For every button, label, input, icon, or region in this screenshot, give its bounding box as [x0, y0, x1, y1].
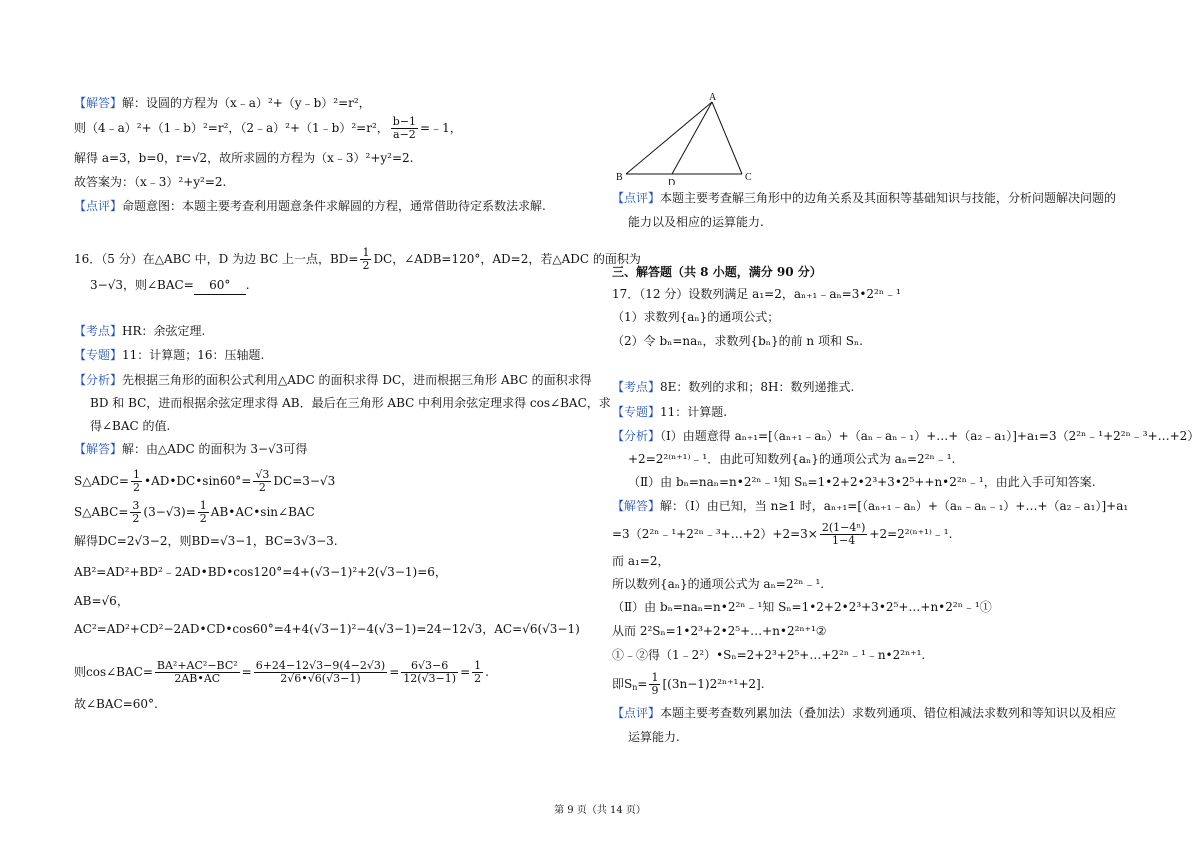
q16-ab: AB=√6，: [74, 594, 129, 608]
q17-zhuanti: 【专题】11：计算题.: [612, 405, 728, 419]
q16-jieda: 【解答】解：由△ADC 的面积为 3−√3可得: [74, 442, 308, 456]
label-b: B: [616, 172, 623, 183]
dianping-tag: 【点评】: [612, 706, 661, 720]
fenxi-tag: 【分析】: [74, 373, 123, 387]
fraction: $\frac{1}{2}$: [474, 659, 482, 685]
page-footer: 第 9 页（共 14 页）: [554, 805, 646, 816]
q16-fenxi: 【分析】先根据三角形的面积公式利用△ADC 的面积求得 DC，进而根据三角形 ABC 的面积求得: [74, 373, 592, 387]
fraction: $\frac{6√3-6}{12(√3-1)}$: [403, 659, 457, 685]
q16-area-abc: S△ABC= $\frac{3}{2}$ (3−√3)= $\frac{1}{2}$ AB•AC•sin∠BAC: [74, 499, 315, 525]
q17-fenxi: 【分析】（Ⅰ）由题意得 aₙ₊₁=[（aₙ₊₁﹣aₙ）+（aₙ﹣aₙ﹣₁）+…+（a₂﹣a₁）]+a₁=3（2²ⁿ﹣¹+2²ⁿ﹣³+…+2）: [612, 429, 1200, 443]
q16-kaodian: 【考点】HR：余弦定理.: [74, 324, 206, 338]
q16-ab-squared: AB²=AD²+BD²﹣2AD•BD•cos120°=4+(√3−1)²+2(√3−1)=6，: [74, 565, 447, 579]
fraction: $\frac{\text{2(1−4ⁿ)}}{1-4}$: [821, 521, 866, 547]
q17-jieda-line8: 即$S_n=$ $\frac{1}{9}$ [(3n−1)2²ⁿ⁺¹+2].: [612, 671, 765, 697]
q15-comment: 【点评】命题意图：本题主要考查利用题意条件求解圆的方程，通常借助待定系数法求解.: [74, 199, 546, 213]
q17-jieda-line2: =3（2²ⁿ﹣¹+2²ⁿ﹣³+…+2）+2=3× $\frac{\text{2(1−4ⁿ)}}{1-4}$ +2=2²⁽ⁿ⁺¹⁾﹣¹.: [612, 521, 953, 547]
q16-stem: 16．（5 分）在△ABC 中，D 为边 BC 上一点，BD= $\frac{1}{2}$ DC，∠ADB=120°，AD=2，若△ADC 的面积为: [74, 246, 641, 272]
side-ac: [712, 102, 742, 174]
q17-jieda: 【解答】解：（Ⅰ）由已知，当 n≥1 时，aₙ₊₁=[（aₙ₊₁﹣aₙ）+（aₙ﹣aₙ﹣₁）+…+（a₂﹣a₁）]+a₁: [612, 499, 1129, 513]
q16-dianping-line2: 能力以及相应的运算能力.: [628, 215, 764, 229]
label-d: D: [668, 178, 676, 185]
q15-answer-line3: 解得 a=3，b=0，r=√2，故所求圆的方程为（x﹣3）²+y²=2.: [74, 151, 414, 165]
fraction: $\frac{\text{BA²+AC²−BC²}}{2AB•AC}$: [156, 659, 238, 685]
q16-fenxi-line2: BD 和 BC，进而根据余弦定理求得 AB．最后在三角形 ABC 中利用余弦定理求得 cos∠BAC，求: [90, 396, 611, 410]
jieda-tag: 【解答】: [612, 499, 661, 513]
section-heading: 三、解答题（共 8 小题，满分 90 分）: [612, 265, 822, 279]
q16-zhuanti: 【专题】11：计算题；16：压轴题.: [74, 348, 265, 362]
q16-area-adc: S△ADC= $\frac{1}{2}$ •AD•DC•sin60°= $\frac{√3}{2}$ DC=3−√3: [74, 468, 336, 494]
kaodian-tag: 【考点】: [74, 324, 123, 338]
label-a: A: [709, 92, 717, 103]
fraction: $\frac{1}{2}$: [199, 499, 207, 525]
side-ab: [626, 102, 712, 174]
triangle-figure: [616, 90, 766, 185]
fraction: $\frac{6+24-12√3-9(4-2√3)}{2√6•√6(√3-1)}$: [255, 659, 386, 685]
q17-jieda-line6: 从而 2²Sₙ=1•2³+2•2⁵+…+n•2²ⁿ⁺¹②: [612, 624, 827, 638]
q16-conclusion: 故∠BAC=60°.: [74, 697, 158, 711]
q17-fenxi-line3: （Ⅱ）由 bₙ=naₙ=n•2²ⁿ﹣¹知 Sₙ=1•2+2•2³+3•2⁵++n•2²ⁿ﹣¹，由此入手可知答案.: [628, 475, 1096, 489]
q15-answer-line2: 则（4﹣a）²+（1﹣b）²=r²，（2﹣a）²+（1﹣b）²=r²， $\frac{b-1}{a-2}$ =﹣1，: [74, 115, 462, 141]
fenxi-tag: 【分析】: [612, 429, 661, 443]
fraction: $\frac{3}{2}$: [132, 499, 140, 525]
q17-stem: 17．（12 分）设数列满足 a₁=2，aₙ₊₁﹣aₙ=3•2²ⁿ﹣¹: [612, 287, 901, 301]
jieda-tag: 【解答】: [74, 442, 123, 456]
zhuanti-tag: 【专题】: [74, 348, 123, 362]
q17-jieda-line7: ①﹣②得（1﹣2²）•Sₙ=2+2³+2⁵+…+2²ⁿ﹣¹﹣n•2²ⁿ⁺¹.: [612, 648, 926, 662]
dianping-tag: 【点评】: [612, 191, 661, 205]
fraction: $\frac{1}{9}$: [651, 671, 659, 697]
comment-tag: 【点评】: [74, 199, 123, 213]
label-c: C: [745, 172, 752, 183]
zhuanti-tag: 【专题】: [612, 405, 661, 419]
q16-cos-bac: 则cos∠BAC= $\frac{\text{BA²+AC²−BC²}}{2AB•AC}$ = $\frac{6+24-12√3-9(4-2√3)}{2√6•√6(√3-1)}$ = $\frac{6√3-6}{12(√3-1)}$ = $\frac{1}{2}$ .: [74, 659, 489, 685]
q17-jieda-line4: 所以数列{aₙ}的通项公式为 aₙ=2²ⁿ﹣¹.: [612, 577, 825, 591]
kaodian-tag: 【考点】: [612, 380, 661, 394]
q17-jieda-line3: 而 a₁=2，: [612, 554, 670, 568]
fraction: $\frac{√3}{2}$: [255, 468, 270, 494]
q17-jieda-line5: （Ⅱ）由 bₙ=naₙ=n•2²ⁿ﹣¹知 Sₙ=1•2+2•2³+3•2⁵+…+n•2²ⁿ﹣¹①: [612, 600, 992, 614]
q17-fenxi-line2: +2=2²⁽ⁿ⁺¹⁾﹣¹．由此可知数列{aₙ}的通项公式为 aₙ=2²ⁿ﹣¹.: [628, 452, 956, 466]
answer-tag: 【解答】: [74, 96, 123, 110]
q17-part1: （1）求数列{aₙ}的通项公式；: [612, 310, 780, 324]
q16-dianping: 【点评】本题主要考查解三角形中的边角关系及其面积等基础知识与技能，分析问题解决问题的: [612, 191, 1117, 205]
q17-kaodian: 【考点】8E：数列的求和；8H：数列递推式.: [612, 380, 855, 394]
q15-answer-line4: 故答案为：（x﹣3）²+y²=2.: [74, 175, 227, 189]
answer-blank: 60°: [194, 276, 246, 295]
fraction: $\frac{b-1}{a-2}$: [392, 115, 417, 141]
q16-solve-dc: 解得DC=2√3−2，则BD=√3−1，BC=3√3−3.: [74, 534, 338, 548]
fraction: $\frac{1}{2}$: [132, 468, 140, 494]
q16-fenxi-line3: 得∠BAC 的值.: [90, 419, 171, 433]
q17-part2: （2）令 bₙ=naₙ，求数列{bₙ}的前 n 项和 Sₙ.: [612, 334, 863, 348]
q16-ac: AC²=AD²+CD²−2AD•CD•cos60°=4+4(√3−1)²−4(√3−1)=24−12√3，AC=√6(√3−1): [74, 622, 580, 636]
q15-answer-line1: 【解答】解：设圆的方程为（x﹣a）²+（y﹣b）²=r²，: [74, 96, 371, 110]
q17-dianping-line2: 运算能力.: [628, 730, 680, 744]
q16-stem-line2: 3−√3，则∠BAC= 60° .: [90, 276, 250, 295]
fraction: $\frac{1}{2}$: [362, 246, 370, 272]
segment-ad: [672, 102, 712, 174]
q17-dianping: 【点评】本题主要考查数列累加法（叠加法）求数列通项、错位相减法求数列和等知识以及相应: [612, 706, 1117, 720]
